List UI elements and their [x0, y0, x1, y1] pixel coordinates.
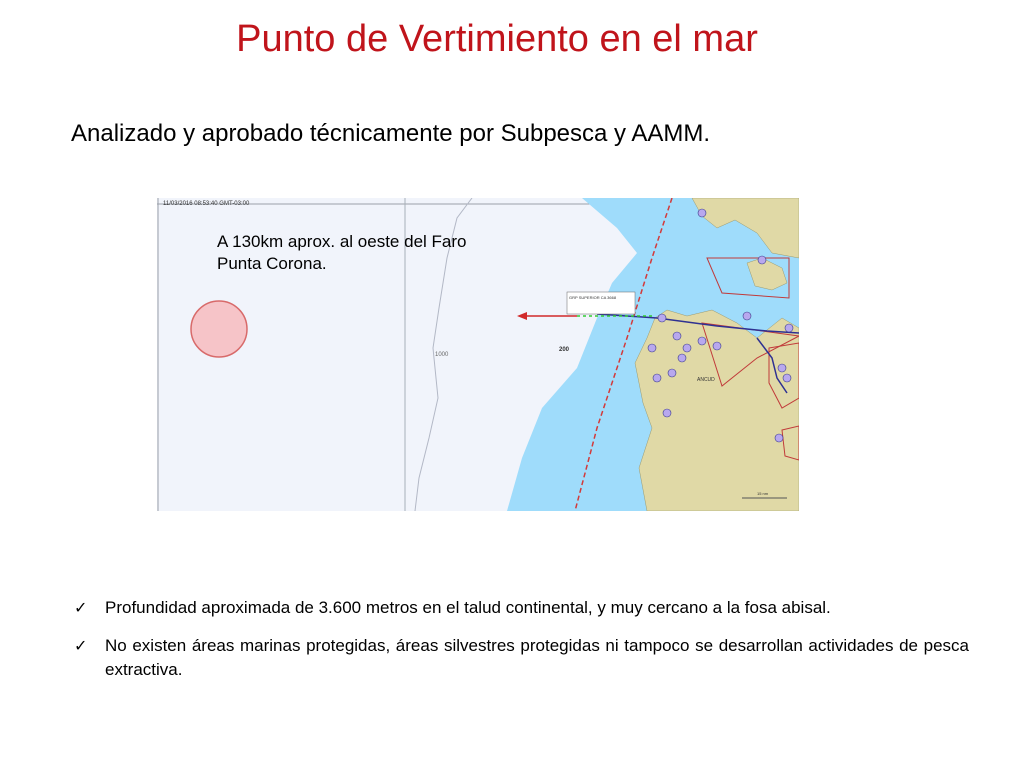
checkmark-icon: ✓ — [74, 598, 88, 617]
scale-label: 15 nm — [757, 491, 769, 496]
isobath-1000-label: 1000 — [435, 352, 449, 358]
slide-subtitle: Analizado y aprobado técnicamente por Subpesca y AAMM. — [71, 120, 711, 147]
town-label: ANCUD — [697, 377, 715, 383]
annotation-line-2: Punta Corona. — [217, 254, 327, 273]
vessel-info-label: GRP SUPERIOR CA 3668 — [569, 295, 617, 300]
bullet-item — [74, 634, 969, 682]
annotation-line-1: A 130km aprox. al oeste del Faro — [217, 232, 467, 251]
checkmark-icon: ✓ — [74, 636, 88, 655]
map-timestamp: 11/03/2016 08:53:40 GMT-03:00 — [163, 201, 250, 207]
bullet-text: No existen áreas marinas protegidas, áreas silvestres protegidas ni tampoco se desarrollan actividades de pesca extractiva. — [105, 636, 969, 679]
bullet-text: Profundidad aproximada de 3.600 metros en el talud continental, y muy cercano a la fosa abisal. — [105, 598, 831, 617]
isobath-200-label: 200 — [559, 347, 570, 353]
slide-title: Punto de Vertimiento en el mar — [236, 18, 758, 60]
bullet-list — [74, 596, 969, 696]
land-main — [635, 310, 799, 511]
map-annotation — [217, 231, 517, 275]
dumping-point-circle — [191, 301, 247, 357]
bullet-item — [74, 596, 969, 620]
